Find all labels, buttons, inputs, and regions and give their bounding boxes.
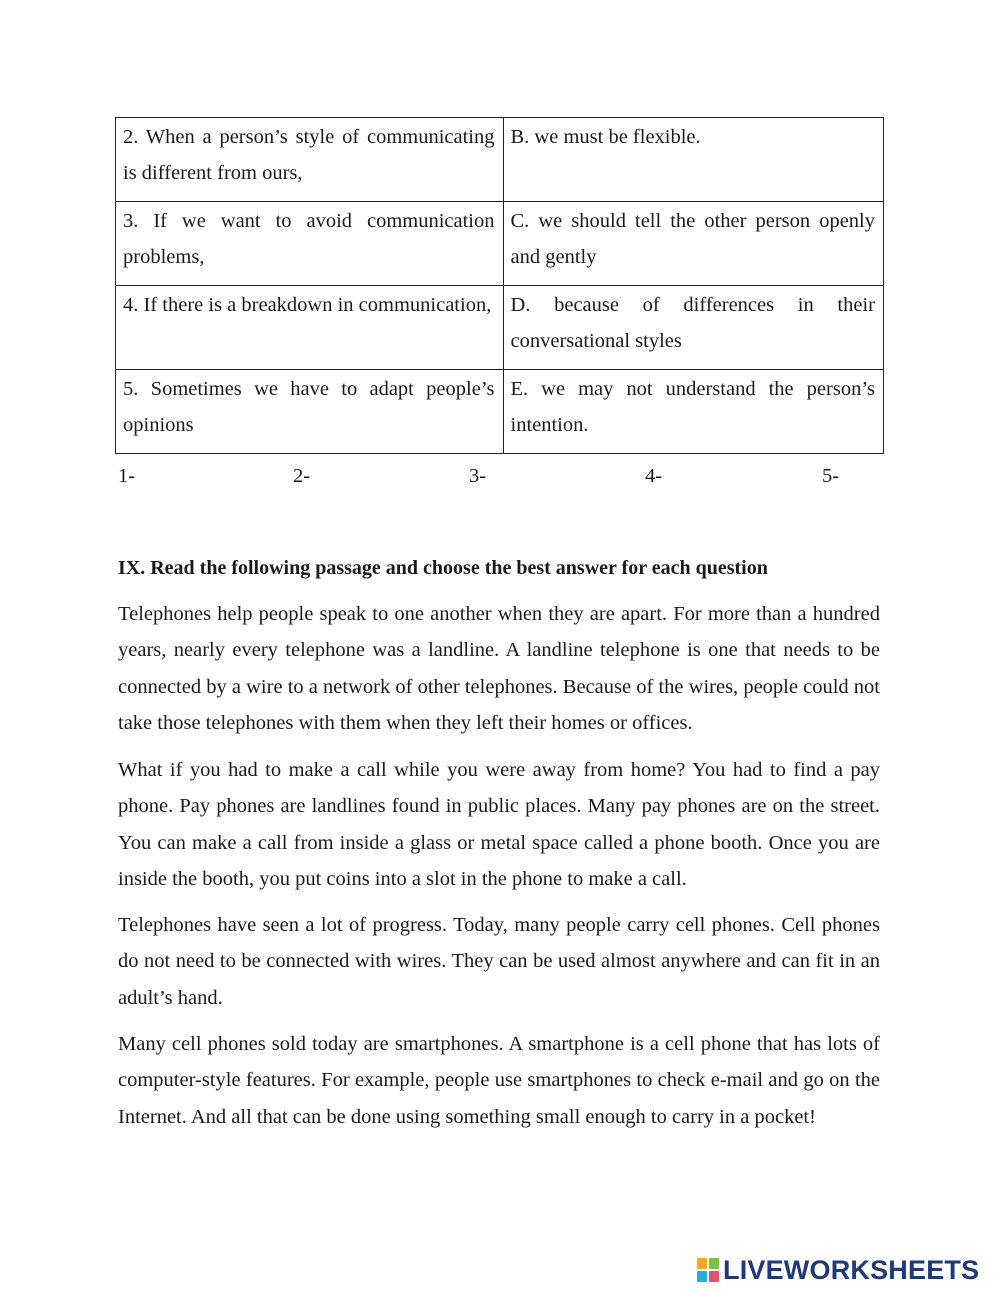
- answer-label-1[interactable]: 1-: [118, 465, 136, 487]
- passage-paragraph: Telephones help people speak to one another when they are apart. For more than a hundred years, nearly every telephone was a landline. A landline telephone is one that needs to be connected by a wire to a network of other telephones. Because of the wires, people could not take those telephones with them when they left their homes or offices.: [118, 603, 880, 735]
- answer-label-4[interactable]: 4-: [645, 465, 663, 487]
- answer-label-3[interactable]: 3-: [469, 465, 487, 487]
- table-cell-clause: 5. Sometimes we have to adapt people’s opinions: [116, 370, 504, 454]
- answer-line: [0, 458, 1000, 494]
- table-cell-ending: E. we may not understand the person’s intention.: [503, 370, 884, 454]
- matching-table: [115, 117, 884, 454]
- table-cell-ending: C. we should tell the other person openly and gently: [503, 202, 884, 286]
- table-row: [116, 202, 884, 286]
- table-row: [116, 118, 884, 202]
- logo-square-4: [709, 1271, 719, 1282]
- table-cell-clause: 2. When a person’s style of communicating is different from ours,: [116, 118, 504, 202]
- answer-label-5[interactable]: 5-: [822, 465, 840, 487]
- liveworksheets-logo: [697, 1252, 979, 1288]
- answer-label-2[interactable]: 2-: [293, 465, 311, 487]
- passage-paragraph: Telephones have seen a lot of progress. Today, many people carry cell phones. Cell phones do not need to be connected with wires. They can be used almost anywhere and can fit in an adult’s hand.: [118, 914, 880, 1009]
- logo-square-2: [709, 1258, 719, 1269]
- table-cell-ending: D. because of differences in their conversational styles: [503, 286, 884, 370]
- logo-mark-icon: [697, 1258, 719, 1282]
- logo-text: LIVEWORKSHEETS: [723, 1254, 980, 1285]
- section-heading: IX. Read the following passage and choose the best answer for each question: [118, 557, 768, 579]
- logo-square-1: [697, 1258, 707, 1269]
- logo-square-3: [697, 1271, 707, 1282]
- passage-paragraph: Many cell phones sold today are smartphones. A smartphone is a cell phone that has lots of computer-style features. For example, people use smartphones to check e-mail and go on the Internet. And all that can be done using something small enough to carry in a pocket!: [118, 1033, 880, 1128]
- passage-paragraph: What if you had to make a call while you were away from home? You had to find a pay phone. Pay phones are landlines found in public places. Many pay phones are on the street. You can make a call from inside a glass or metal space called a phone booth. Once you are inside the booth, you put coins into a slot in the phone to make a call.: [118, 759, 880, 891]
- table-cell-clause: 3. If we want to avoid communication problems,: [116, 202, 504, 286]
- table-cell-clause: 4. If there is a breakdown in communication,: [116, 286, 504, 370]
- table-row: [116, 286, 884, 370]
- table-row: [116, 370, 884, 454]
- table-cell-ending: B. we must be flexible.: [503, 118, 884, 202]
